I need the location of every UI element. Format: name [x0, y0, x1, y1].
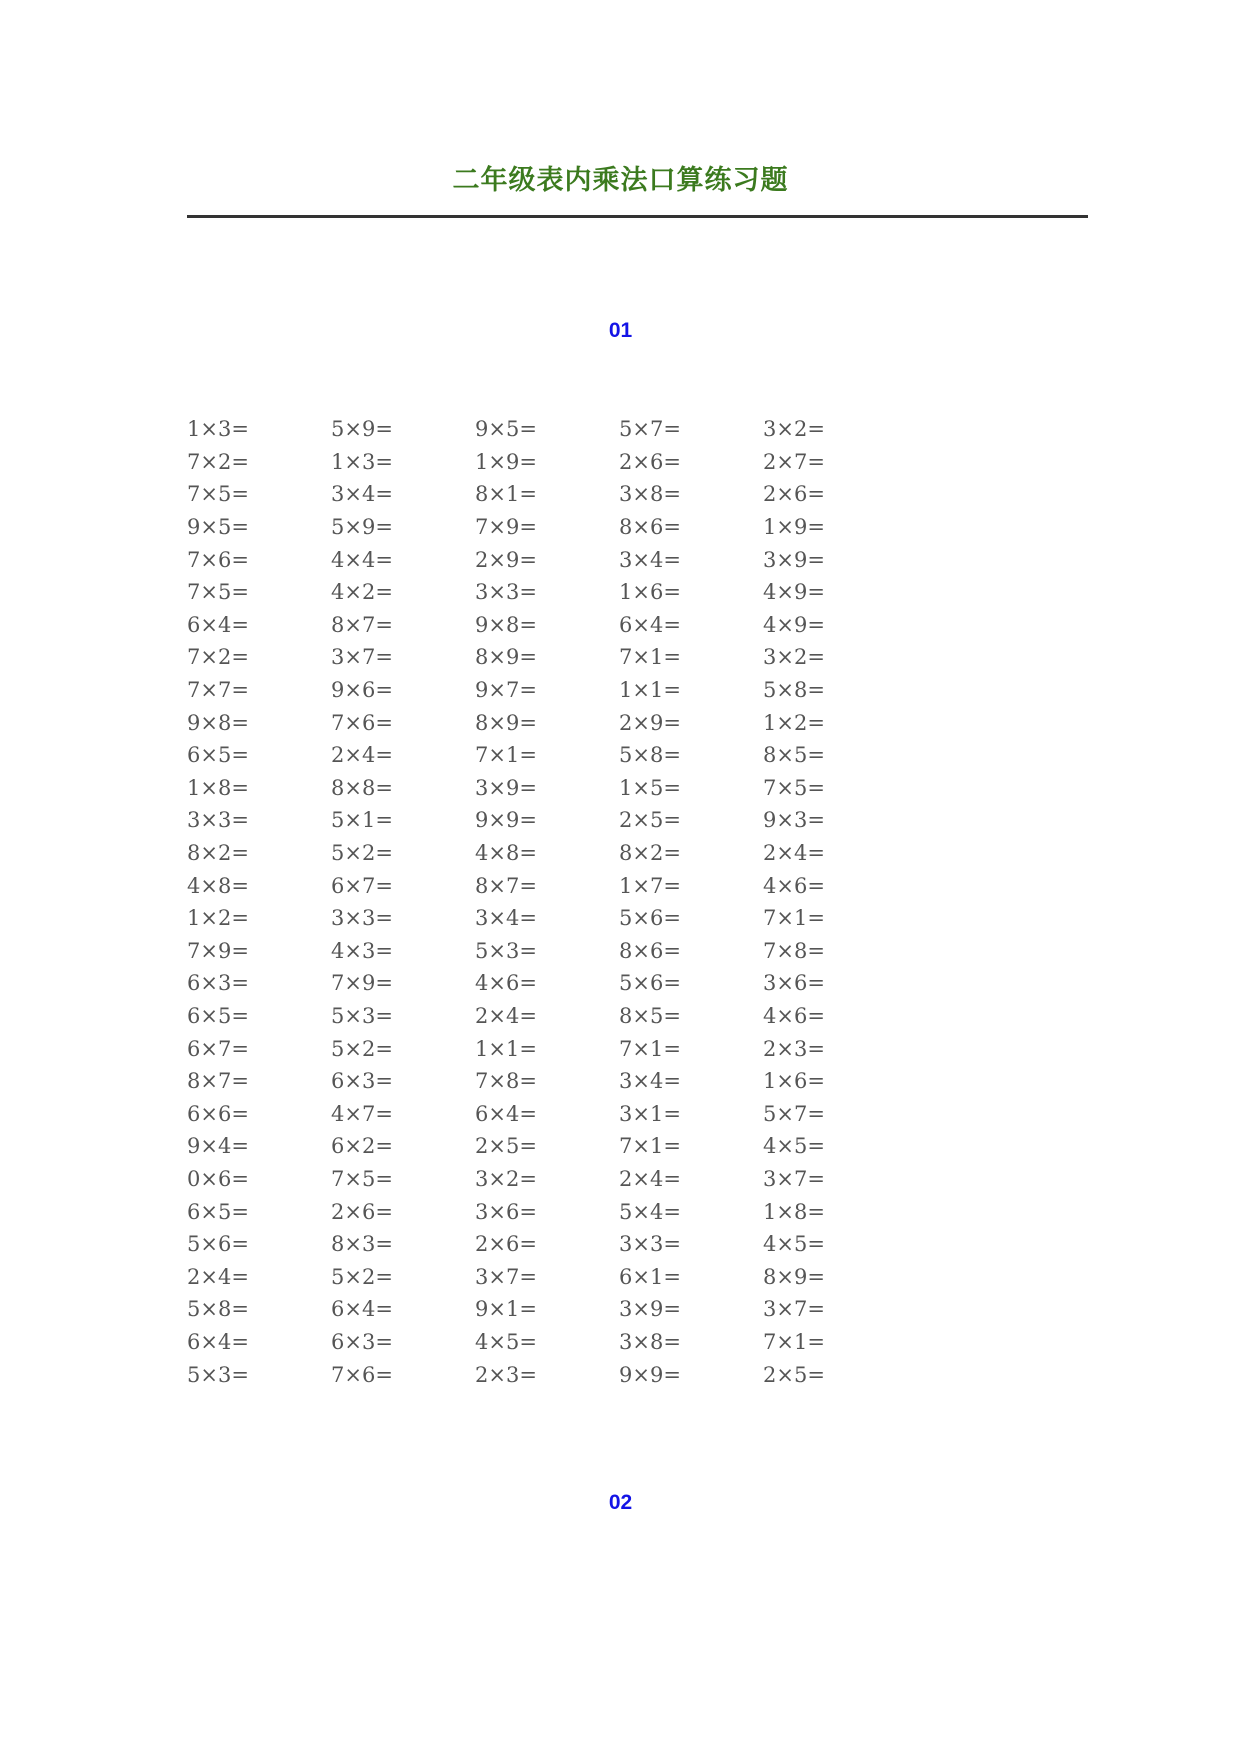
problem-cell: 8×2= — [619, 841, 681, 866]
problem-row — [187, 413, 907, 446]
problem-cell: 6×5= — [187, 1199, 249, 1224]
problem-cell: 7×5= — [763, 775, 825, 800]
problem-cell: 1×7= — [619, 873, 681, 898]
problem-row — [187, 1358, 907, 1391]
problem-row — [187, 902, 907, 935]
problem-cell: 9×1= — [475, 1297, 537, 1322]
problem-row — [187, 511, 907, 544]
problem-cell: 8×1= — [475, 482, 537, 507]
problem-cell: 1×8= — [763, 1199, 825, 1224]
problem-cell: 3×7= — [331, 645, 393, 670]
problem-row — [187, 1065, 907, 1098]
problem-cell: 7×5= — [331, 1166, 393, 1191]
problem-cell: 2×3= — [475, 1362, 537, 1387]
problem-cell: 2×5= — [763, 1362, 825, 1387]
problem-cell: 5×6= — [619, 971, 681, 996]
problem-cell: 8×7= — [475, 873, 537, 898]
problem-cell: 3×7= — [763, 1166, 825, 1191]
problem-cell: 9×8= — [187, 710, 249, 735]
problem-cell: 5×2= — [331, 841, 393, 866]
problem-cell: 7×6= — [331, 1362, 393, 1387]
problem-cell: 1×9= — [763, 515, 825, 540]
problem-cell: 3×1= — [619, 1101, 681, 1126]
problem-grid — [187, 413, 907, 1391]
problem-cell: 5×8= — [763, 678, 825, 703]
problem-cell: 4×7= — [331, 1101, 393, 1126]
problem-cell: 1×1= — [475, 1036, 537, 1061]
problem-cell: 4×5= — [763, 1134, 825, 1159]
problem-cell: 3×7= — [763, 1297, 825, 1322]
problem-cell: 9×3= — [763, 808, 825, 833]
problem-cell: 7×8= — [763, 938, 825, 963]
problem-cell: 6×2= — [331, 1134, 393, 1159]
problem-cell: 4×8= — [475, 841, 537, 866]
problem-cell: 3×9= — [475, 775, 537, 800]
problem-cell: 1×8= — [187, 775, 249, 800]
problem-row — [187, 1293, 907, 1326]
problem-cell: 7×9= — [475, 515, 537, 540]
problem-cell: 6×4= — [619, 612, 681, 637]
problem-cell: 9×5= — [187, 515, 249, 540]
section-number-01: 01 — [608, 319, 633, 342]
problem-row — [187, 837, 907, 870]
problem-cell: 7×5= — [187, 580, 249, 605]
problem-cell: 3×3= — [331, 906, 393, 931]
problem-cell: 1×6= — [763, 1069, 825, 1094]
problem-cell: 5×8= — [619, 743, 681, 768]
problem-cell: 7×8= — [475, 1069, 537, 1094]
problem-row — [187, 478, 907, 511]
problem-cell: 7×1= — [763, 1329, 825, 1354]
problem-cell: 5×6= — [187, 1232, 249, 1257]
problem-cell: 8×9= — [475, 645, 537, 670]
problem-cell: 6×6= — [187, 1101, 249, 1126]
problem-cell: 3×8= — [619, 482, 681, 507]
problem-cell: 8×2= — [187, 841, 249, 866]
problem-cell: 7×1= — [619, 1036, 681, 1061]
problem-cell: 1×5= — [619, 775, 681, 800]
problem-cell: 7×6= — [331, 710, 393, 735]
problem-cell: 9×7= — [475, 678, 537, 703]
problem-cell: 5×3= — [331, 1003, 393, 1028]
problem-cell: 7×7= — [187, 678, 249, 703]
problem-cell: 4×5= — [763, 1232, 825, 1257]
problem-cell: 6×3= — [331, 1069, 393, 1094]
problem-cell: 6×7= — [331, 873, 393, 898]
section-number-02: 02 — [608, 1491, 633, 1514]
problem-cell: 1×1= — [619, 678, 681, 703]
problem-cell: 8×6= — [619, 938, 681, 963]
problem-row — [187, 869, 907, 902]
problem-cell: 6×4= — [187, 1329, 249, 1354]
problem-cell: 1×2= — [763, 710, 825, 735]
problem-row — [187, 576, 907, 609]
problem-row — [187, 1130, 907, 1163]
problem-cell: 7×1= — [619, 645, 681, 670]
problem-cell: 1×9= — [475, 449, 537, 474]
problem-cell: 2×5= — [475, 1134, 537, 1159]
problem-cell: 7×9= — [187, 938, 249, 963]
problem-cell: 7×1= — [619, 1134, 681, 1159]
problem-cell: 3×2= — [763, 645, 825, 670]
problem-cell: 2×5= — [619, 808, 681, 833]
problem-cell: 8×3= — [331, 1232, 393, 1257]
problem-cell: 3×9= — [619, 1297, 681, 1322]
problem-cell: 1×3= — [331, 449, 393, 474]
problem-cell: 2×7= — [763, 449, 825, 474]
problem-cell: 5×6= — [619, 906, 681, 931]
problem-cell: 6×5= — [187, 1003, 249, 1028]
problem-cell: 3×6= — [475, 1199, 537, 1224]
problem-row — [187, 804, 907, 837]
problem-cell: 5×7= — [619, 417, 681, 442]
problem-cell: 8×5= — [619, 1003, 681, 1028]
problem-cell: 7×2= — [187, 645, 249, 670]
problem-cell: 7×1= — [475, 743, 537, 768]
problem-cell: 7×6= — [187, 547, 249, 572]
problem-row — [187, 1228, 907, 1261]
problem-cell: 8×9= — [763, 1264, 825, 1289]
problem-cell: 3×3= — [187, 808, 249, 833]
problem-cell: 7×1= — [763, 906, 825, 931]
problem-cell: 1×2= — [187, 906, 249, 931]
problem-cell: 0×6= — [187, 1166, 249, 1191]
problem-cell: 2×6= — [763, 482, 825, 507]
problem-row — [187, 1032, 907, 1065]
problem-cell: 4×2= — [331, 580, 393, 605]
problem-cell: 6×3= — [187, 971, 249, 996]
problem-cell: 3×2= — [763, 417, 825, 442]
problem-cell: 5×2= — [331, 1036, 393, 1061]
problem-cell: 9×4= — [187, 1134, 249, 1159]
problem-row — [187, 446, 907, 479]
problem-cell: 1×6= — [619, 580, 681, 605]
page-title: 二年级表内乘法口算练习题 — [452, 165, 789, 196]
problem-row — [187, 641, 907, 674]
problem-cell: 6×4= — [187, 612, 249, 637]
problem-cell: 7×2= — [187, 449, 249, 474]
problem-cell: 6×3= — [331, 1329, 393, 1354]
problem-cell: 9×9= — [475, 808, 537, 833]
problem-cell: 4×9= — [763, 580, 825, 605]
problem-cell: 3×4= — [619, 547, 681, 572]
problem-cell: 3×4= — [331, 482, 393, 507]
problem-cell: 3×4= — [619, 1069, 681, 1094]
problem-cell: 8×5= — [763, 743, 825, 768]
problem-cell: 2×9= — [619, 710, 681, 735]
problem-cell: 8×7= — [331, 612, 393, 637]
problem-cell: 2×4= — [187, 1264, 249, 1289]
problem-row — [187, 772, 907, 805]
problem-cell: 2×4= — [331, 743, 393, 768]
problem-cell: 8×6= — [619, 515, 681, 540]
problem-cell: 4×9= — [763, 612, 825, 637]
problem-row — [187, 1097, 907, 1130]
problem-row — [187, 1260, 907, 1293]
problem-cell: 4×4= — [331, 547, 393, 572]
problem-row — [187, 1195, 907, 1228]
problem-cell: 2×4= — [475, 1003, 537, 1028]
problem-cell: 3×8= — [619, 1329, 681, 1354]
problem-cell: 2×6= — [331, 1199, 393, 1224]
problem-row — [187, 1326, 907, 1359]
problem-cell: 4×6= — [763, 873, 825, 898]
problem-cell: 3×4= — [475, 906, 537, 931]
problem-cell: 3×2= — [475, 1166, 537, 1191]
problem-cell: 9×6= — [331, 678, 393, 703]
problem-row — [187, 543, 907, 576]
problem-cell: 1×3= — [187, 417, 249, 442]
problem-cell: 8×9= — [475, 710, 537, 735]
problem-cell: 4×6= — [763, 1003, 825, 1028]
problem-row — [187, 609, 907, 642]
problem-cell: 5×7= — [763, 1101, 825, 1126]
problem-cell: 2×6= — [619, 449, 681, 474]
problem-cell: 2×4= — [619, 1166, 681, 1191]
problem-cell: 5×2= — [331, 1264, 393, 1289]
problem-cell: 2×6= — [475, 1232, 537, 1257]
problem-cell: 3×9= — [763, 547, 825, 572]
problem-cell: 9×8= — [475, 612, 537, 637]
problem-row — [187, 674, 907, 707]
problem-row — [187, 739, 907, 772]
problem-cell: 4×6= — [475, 971, 537, 996]
problem-row — [187, 1163, 907, 1196]
problem-row — [187, 967, 907, 1000]
problem-cell: 5×3= — [187, 1362, 249, 1387]
problem-cell: 7×5= — [187, 482, 249, 507]
problem-cell: 2×4= — [763, 841, 825, 866]
problem-cell: 7×9= — [331, 971, 393, 996]
problem-cell: 5×9= — [331, 417, 393, 442]
problem-cell: 5×1= — [331, 808, 393, 833]
problem-cell: 4×5= — [475, 1329, 537, 1354]
problem-cell: 8×7= — [187, 1069, 249, 1094]
problem-cell: 8×8= — [331, 775, 393, 800]
problem-cell: 3×3= — [475, 580, 537, 605]
problem-cell: 6×4= — [331, 1297, 393, 1322]
problem-row — [187, 1000, 907, 1033]
problem-cell: 9×9= — [619, 1362, 681, 1387]
problem-cell: 4×8= — [187, 873, 249, 898]
problem-cell: 9×5= — [475, 417, 537, 442]
problem-cell: 2×3= — [763, 1036, 825, 1061]
problem-cell: 6×4= — [475, 1101, 537, 1126]
problem-cell: 6×1= — [619, 1264, 681, 1289]
problem-cell: 5×8= — [187, 1297, 249, 1322]
problem-cell: 5×3= — [475, 938, 537, 963]
problem-cell: 4×3= — [331, 938, 393, 963]
problem-cell: 5×9= — [331, 515, 393, 540]
problem-cell: 3×7= — [475, 1264, 537, 1289]
problem-cell: 6×7= — [187, 1036, 249, 1061]
problem-cell: 2×9= — [475, 547, 537, 572]
problem-cell: 3×6= — [763, 971, 825, 996]
problem-cell: 5×4= — [619, 1199, 681, 1224]
title-divider — [187, 215, 1088, 218]
problem-row — [187, 706, 907, 739]
problem-row — [187, 935, 907, 968]
problem-cell: 6×5= — [187, 743, 249, 768]
problem-cell: 3×3= — [619, 1232, 681, 1257]
